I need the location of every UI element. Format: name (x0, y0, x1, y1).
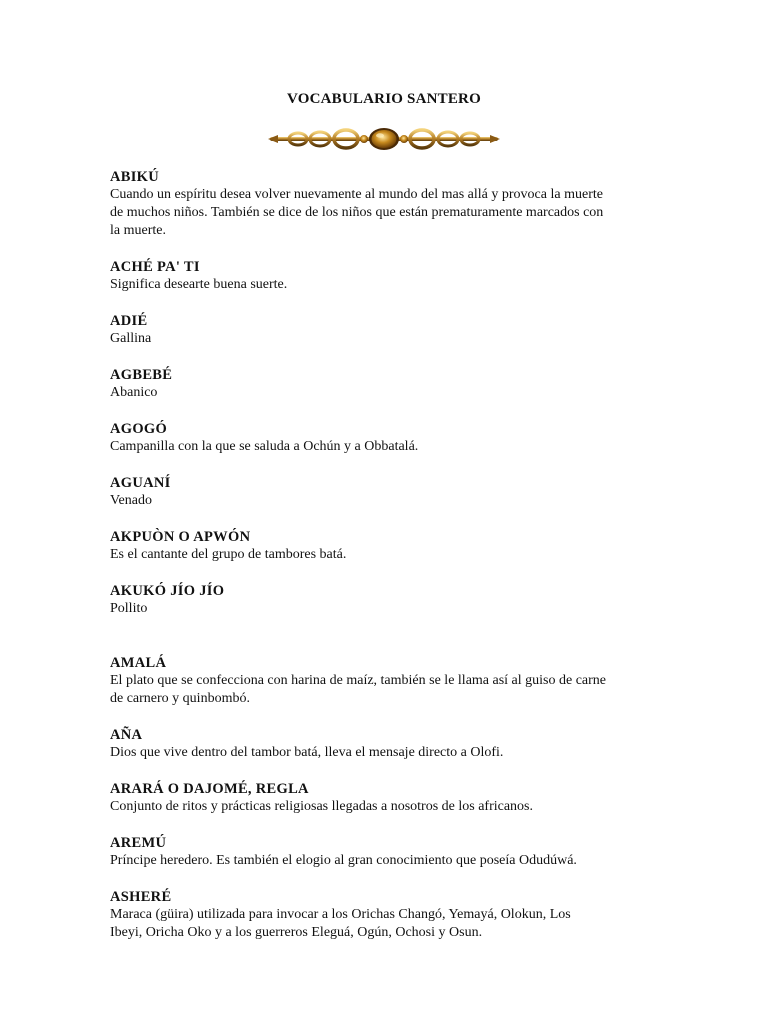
entry-definition: Dios que vive dentro del tambor batá, lleva el mensaje directo a Olofi. (110, 745, 504, 760)
entry-term: ASHERÉ (110, 889, 172, 905)
list-item (110, 888, 660, 942)
entry-term: AÑA (110, 727, 143, 743)
entry-definition: de muchos niños. También se dice de los niños que están prematuramente marcados con (110, 205, 604, 220)
entry-definition: Ibeyi, Oricha Oko y a los guerreros Eleguá, Ogún, Ochosi y Osun. (110, 925, 483, 940)
entry-term: AMALÁ (110, 655, 167, 671)
entry-term: ABIKÚ (110, 169, 160, 185)
entry-term: AREMÚ (110, 835, 167, 851)
entry-definition: Conjunto de ritos y prácticas religiosas llegadas a nosotros de los africanos. (110, 799, 534, 814)
entry-definition: El plato que se confecciona con harina de maíz, también se le llama así al guiso de carne (110, 673, 607, 688)
list-item (110, 780, 660, 816)
entry-definition: la muerte. (110, 223, 166, 238)
vocabulary-list (110, 168, 660, 942)
entry-definition: Pollito (110, 601, 148, 616)
entry-definition: Campanilla con la que se saluda a Ochún y a Obbatalá. (110, 439, 419, 454)
list-item (110, 258, 660, 294)
entry-term: AGOGÓ (110, 421, 168, 437)
list-item (110, 834, 660, 870)
entry-definition: Es el cantante del grupo de tambores batá. (110, 547, 347, 562)
entry-definition: Príncipe heredero. Es también el elogio al gran conocimiento que poseía Odudúwá. (110, 853, 577, 868)
list-item (110, 312, 660, 348)
list-item (110, 726, 660, 762)
list-item (110, 582, 660, 618)
entry-term: AKUKÓ JÍO JÍO (110, 583, 225, 599)
entry-term: AGUANÍ (110, 475, 171, 491)
ornamental-divider-icon (268, 124, 500, 154)
entry-term: ACHÉ PA' TI (110, 259, 200, 275)
list-item (110, 528, 660, 564)
list-item (110, 654, 660, 708)
entry-definition: Significa desearte buena suerte. (110, 277, 288, 292)
list-item (110, 366, 660, 402)
entry-definition: Gallina (110, 331, 152, 346)
entry-definition: de carnero y quinbombó. (110, 691, 250, 706)
list-item (110, 420, 660, 456)
entry-definition: Cuando un espíritu desea volver nuevamente al mundo del mas allá y provoca la muerte (110, 187, 603, 202)
entry-definition: Maraca (güira) utilizada para invocar a los Orichas Changó, Yemayá, Olokun, Los (110, 907, 571, 922)
list-item (110, 474, 660, 510)
document-title: VOCABULARIO SANTERO (287, 91, 481, 107)
list-item (110, 168, 660, 240)
entry-term: ARARÁ O DAJOMÉ, REGLA (110, 781, 309, 797)
entry-definition: Venado (110, 493, 152, 508)
entry-definition: Abanico (110, 385, 158, 400)
entry-term: AKPUÒN O APWÓN (110, 529, 251, 545)
entry-term: AGBEBÉ (110, 367, 173, 383)
entry-term: ADIÉ (110, 313, 148, 329)
